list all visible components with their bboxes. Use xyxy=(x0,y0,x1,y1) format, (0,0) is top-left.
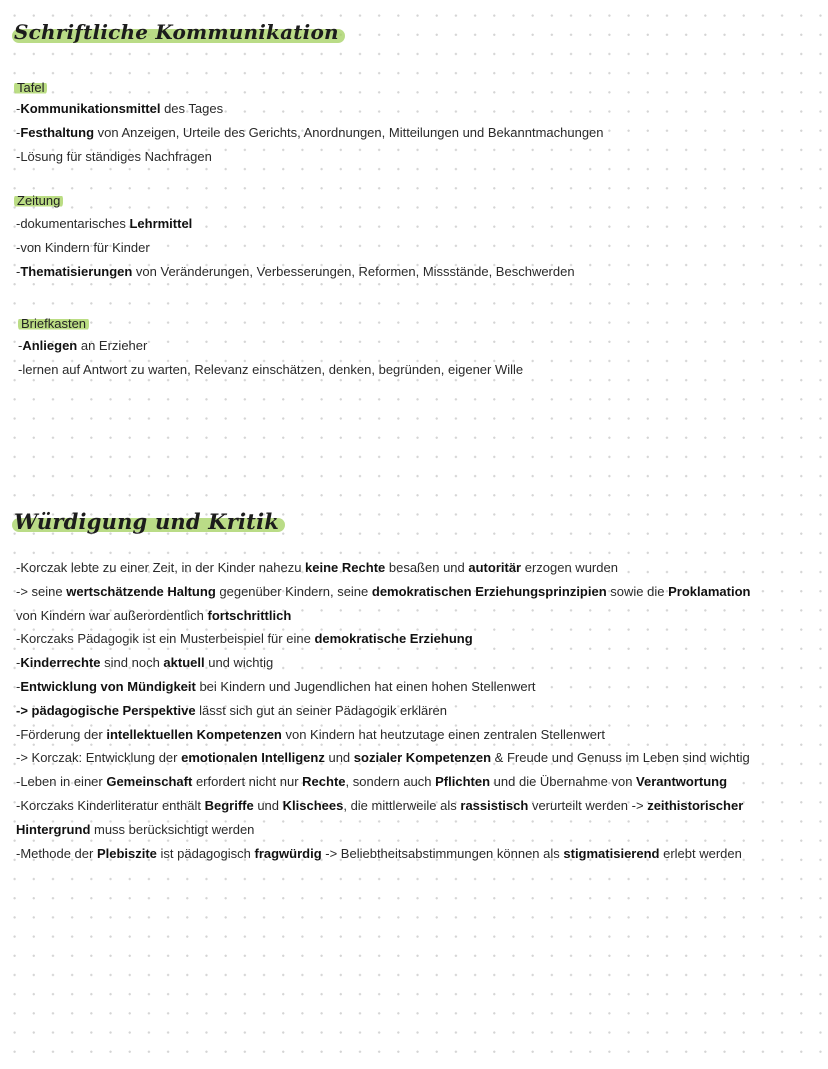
bold-text: Gemeinschaft xyxy=(106,774,193,790)
text: ist pädagogisch xyxy=(156,845,255,861)
list-item xyxy=(16,723,750,747)
text: , sondern auch xyxy=(345,774,436,790)
bold-text: Lehrmittel xyxy=(129,216,193,231)
list-item xyxy=(18,334,523,358)
list-item xyxy=(16,260,575,284)
bold-text: stigmatisierend xyxy=(563,845,660,861)
text: - xyxy=(16,124,21,140)
text: und wichtig xyxy=(204,655,274,671)
bold-text: Verantwortung xyxy=(636,774,728,790)
bold-text: Thematisierungen xyxy=(20,263,133,279)
bold-text: Kommunikationsmittel xyxy=(20,101,161,116)
text: besaßen und xyxy=(385,560,469,575)
list-item xyxy=(16,770,750,794)
list-item xyxy=(16,604,750,628)
text: von Kindern war außerordentlich xyxy=(16,607,208,623)
text: sowie die xyxy=(606,583,669,599)
list-item xyxy=(16,121,604,145)
bold-text: Klischees xyxy=(282,797,344,813)
text: muss berücksichtigt werden xyxy=(90,821,255,837)
text: erlebt werden xyxy=(659,845,742,861)
list-item xyxy=(18,358,523,382)
list-item xyxy=(16,97,604,121)
list-briefkasten xyxy=(18,334,523,382)
text: , die mittlerweile als xyxy=(343,797,461,813)
bold-text: autoritär xyxy=(468,560,522,575)
text: und xyxy=(324,750,354,766)
list-item xyxy=(16,818,750,842)
section-title-schriftliche-kommunikation: Schriftliche Kommunikation xyxy=(12,20,345,44)
text: - xyxy=(16,101,21,116)
list-item xyxy=(16,794,750,818)
text: - xyxy=(18,338,23,353)
text: -von Kindern für Kinder xyxy=(16,239,150,255)
text: - xyxy=(16,655,21,671)
text: -lernen auf Antwort zu warten, Relevanz einschätzen, denken, begründen, eigener Wille xyxy=(18,361,524,377)
bold-text: aktuell xyxy=(163,655,205,671)
bold-text: emotionalen Intelligenz xyxy=(181,750,325,766)
text: -> Beliebtheitsabstimmungen können als xyxy=(321,845,564,861)
text: und die Übernahme von xyxy=(490,774,637,790)
text: -dokumentarisches xyxy=(16,216,130,231)
bold-text: Festhaltung xyxy=(20,124,95,140)
text: erzogen wurden xyxy=(521,560,618,575)
text: -Förderung der xyxy=(16,726,107,742)
text: sind noch xyxy=(100,655,164,671)
subheading-tafel: Tafel xyxy=(14,80,47,96)
list-wuerdigung xyxy=(16,556,750,865)
bold-text: Anliegen xyxy=(22,338,78,353)
bold-text: Hintergrund xyxy=(16,821,91,837)
text: von Veränderungen, Verbesserungen, Reformen, Missstände, Beschwerden xyxy=(132,263,575,279)
text: & Freude und Genuss im Leben sind wichtig xyxy=(491,750,750,766)
list-item xyxy=(16,746,750,770)
list-item xyxy=(16,699,750,723)
text: des Tages xyxy=(160,101,224,116)
bold-text: keine Rechte xyxy=(305,560,386,575)
text: -Korczaks Pädagogik ist ein Musterbeispiel für eine xyxy=(16,631,315,647)
bold-text: intellektuellen Kompetenzen xyxy=(106,726,282,742)
section-title-wuerdigung-und-kritik: Würdigung und Kritik xyxy=(12,509,285,534)
text: an Erzieher xyxy=(77,338,148,353)
text: - xyxy=(16,678,21,694)
subheading-briefkasten: Briefkasten xyxy=(18,316,89,332)
bold-text: Proklamation xyxy=(668,583,751,599)
bold-text: -> pädagogische Perspektive xyxy=(16,702,196,718)
text: lässt sich gut an seiner Pädagogik erklären xyxy=(195,702,448,718)
list-item xyxy=(16,580,750,604)
bold-text: Entwicklung von Mündigkeit xyxy=(20,678,196,694)
bold-text: fragwürdig xyxy=(254,845,322,861)
text: -Korczak lebte zu einer Zeit, in der Kinder nahezu xyxy=(16,560,306,575)
list-item xyxy=(16,145,604,169)
text: -Leben in einer xyxy=(16,774,107,790)
text: von Anzeigen, Urteile des Gerichts, Anordnungen, Mitteilungen und Bekanntmachungen xyxy=(94,124,604,140)
bold-text: Rechte xyxy=(302,774,346,790)
list-item xyxy=(16,236,575,260)
bold-text: rassistisch xyxy=(460,797,529,813)
list-item xyxy=(16,842,750,866)
bold-text: Begriffe xyxy=(204,797,254,813)
text: - xyxy=(16,263,21,279)
bold-text: Pflichten xyxy=(435,774,491,790)
list-item xyxy=(16,651,750,675)
list-item xyxy=(16,212,575,236)
bold-text: zeithistorischer xyxy=(647,797,744,813)
bold-text: Kinderrechte xyxy=(20,655,101,671)
text: verurteilt werden -> xyxy=(528,797,648,813)
bold-text: fortschrittlich xyxy=(207,607,292,623)
text: erfordert nicht nur xyxy=(192,774,303,790)
bold-text: wertschätzende Haltung xyxy=(66,583,216,599)
text: -> Korczak: Entwicklung der xyxy=(16,750,182,766)
list-item xyxy=(16,675,750,699)
list-item xyxy=(16,627,750,651)
bold-text: demokratischen Erziehungsprinzipien xyxy=(371,583,607,599)
text: gegenüber Kindern, seine xyxy=(215,583,372,599)
text: -Methode der xyxy=(16,845,97,861)
text: -Lösung für ständiges Nachfragen xyxy=(16,148,212,164)
list-item xyxy=(16,556,750,580)
text: und xyxy=(253,797,283,813)
bold-text: demokratische Erziehung xyxy=(314,631,473,647)
text: bei Kindern und Jugendlichen hat einen hohen Stellenwert xyxy=(195,678,536,694)
list-zeitung xyxy=(16,212,575,283)
bold-text: Plebiszite xyxy=(96,845,157,861)
text: -Korczaks Kinderliteratur enthält xyxy=(16,797,205,813)
bold-text: sozialer Kompetenzen xyxy=(353,750,492,766)
text: -> seine xyxy=(16,583,67,599)
subheading-zeitung: Zeitung xyxy=(14,193,63,209)
text: von Kindern hat heutzutage einen zentralen Stellenwert xyxy=(281,726,605,742)
list-tafel xyxy=(16,97,604,168)
